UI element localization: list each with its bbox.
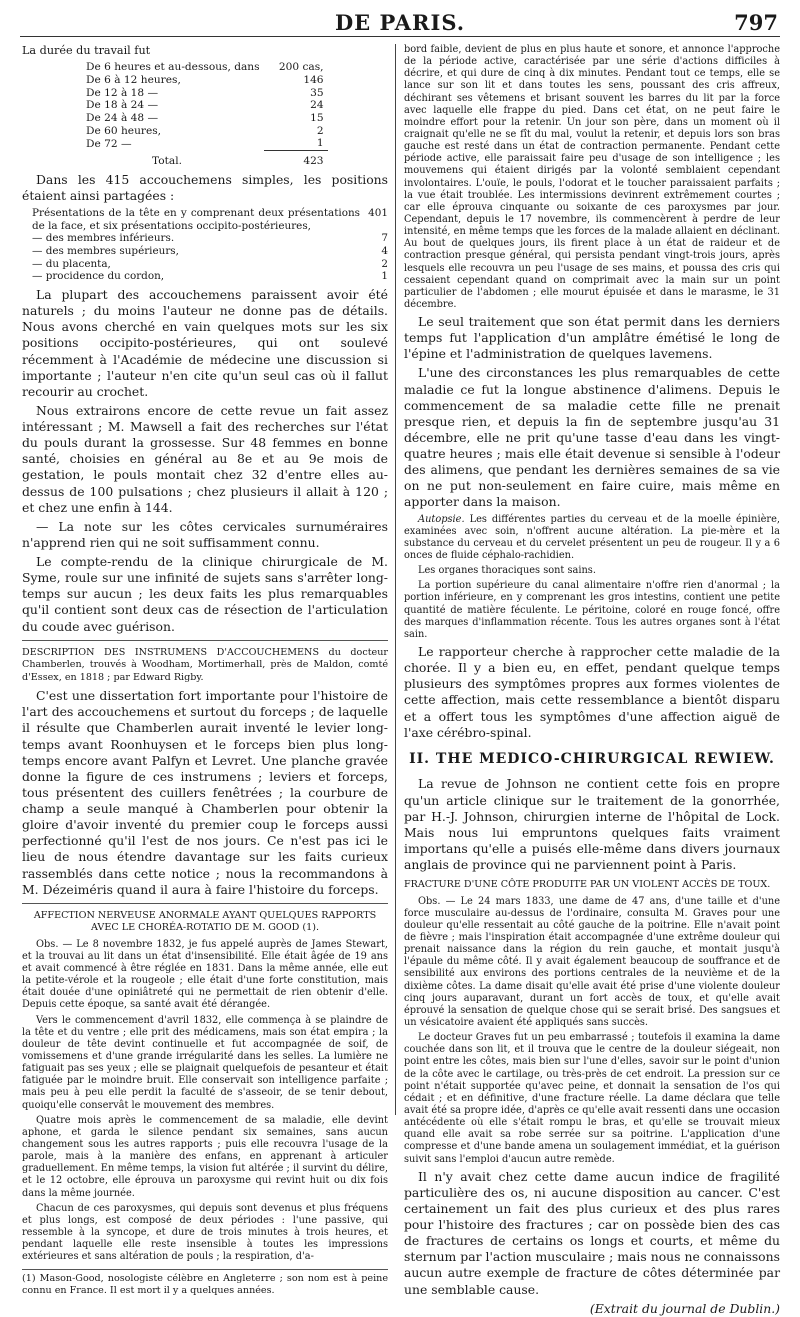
presentation-row (32, 245, 388, 258)
duration-label: De 18 à 24 — (86, 99, 159, 112)
duration-value: 35 (310, 86, 324, 99)
duration-row (82, 74, 328, 87)
running-head (20, 8, 780, 37)
presentation-value: 401 (368, 206, 388, 219)
paragraph-rapporteur: Le rapporteur cherche à rapprocher cette maladie de la chorée. Il y a bien eu, en effet, pendant quelque temps plusieurs des symptômes propres aux formes violentes de cette affection, mais cette ressemblance a bientôt disparu et a offert tous les symptômes d'une affection aiguë de l'axe cérébro-spinal. (404, 644, 780, 740)
duration-intro: La durée du travail fut (22, 44, 151, 57)
duration-label: De 72 — (86, 137, 132, 150)
source-text: (Extrait du journal de Dublin.) (589, 1300, 780, 1316)
column-divider (395, 44, 396, 1115)
autopsy-text: Les différentes parties du cerveau et de la moelle épinière, examinées avec soin, n'offrent aucune altération. La pie-mère et la substance du cerveau et du cervelet présentent un peu de rougeur. Il y a 6 onces de fluide céphalo-rachidien. (404, 513, 780, 562)
total-value: 423 (264, 151, 328, 168)
duration-label: De 12 à 18 — (86, 86, 159, 99)
paragraph-abstinence: L'une des circonstances les plus remarquables de cette maladie ce fut la longue abstinence d'alimens. Depuis le commencement de sa maladie cette fille ne prenait presque rien, et depuis la fin de septembre jusqu'au 31 décembre, elle ne prit qu'une tasse d'eau dans les vingt-quatre heures ; mais elle était devenue si sensible à l'odeur des alimens, que pendant les dernières semaines de sa vie on ne put non-seulement en faire cuire, mais même en apporter dans la maison. (404, 365, 780, 510)
duration-value: 15 (310, 111, 324, 124)
duration-value: 1 (316, 137, 324, 150)
autopsy-paragraph: Les organes thoraciques sont sains. (418, 565, 596, 577)
left-column (22, 44, 389, 1297)
duration-row (82, 99, 328, 112)
presentation-label: — des membres inférieurs. (32, 232, 175, 245)
paragraph-syme: Le compte-rendu de la clinique chirurgicale de M. Syme, roule sur une infinité de sujets sans s'arrêter long-temps sur aucun ; les deux faits les plus remarquables qu'il contient sont deux cas de résection de l'articulation du coude avec guérison. (22, 554, 388, 634)
duration-label: De 24 à 48 — (86, 111, 159, 124)
duration-value: 146 (303, 73, 324, 86)
observation-paragraph: Le docteur Graves fut un peu embarrassé ; toutefois il examina la dame couchée dans son lit, et il trouva que le centre de la douleur siégeait, non point entre les côtes, mais bien sur l'une d'elles, savoir sur le point d'union de la côte avec le cartilage, ou très-près de cet endroit. La pression sur ce point n'était supportée qu'avec peine, et donnait la sensation de l'os qui cédait ; et en définitive, d'une fracture réelle. La dame déclara que telle avait été sa propre idée, d'après ce qu'elle avait ressenti dans une occasion antécédente où elle s'était rompu le bras, et qu'elle se trouvait mieux quand elle avait sa robe serrée sur sa poitrine. L'application d'une compresse et d'une bande amena un soulagement immédiat, et la guérison suivit sans l'emploi d'aucun autre remède. (404, 1032, 780, 1165)
presentation-row (32, 270, 388, 283)
duration-value: 24 (310, 99, 324, 112)
duration-value: 200 cas, (278, 61, 324, 74)
right-column (404, 44, 780, 1316)
autopsy-label: Autopsie. (418, 513, 465, 525)
duration-total-row (82, 151, 328, 168)
autopsy-paragraph: La portion supérieure du canal alimentaire n'offre rien d'anormal ; la portion inférieure, en y comprenant les gros intestins, contient une petite quantité de matière féculente. Le péritoine, coloré en rouge foncé, offre des marques d'inflammation récente. Tous les autres organes sont à l'état sain. (404, 580, 780, 640)
presentation-label: — des membres supérieurs, (32, 245, 179, 258)
page-title: DE PARIS. (334, 10, 466, 35)
observation-continuation: bord faible, devient de plus en plus haute et sonore, et annonce l'approche de la période active, caractérisée par une série d'actions difficiles à décrire, et qui dure de cinq à dix minutes. Pendant tout ce temps, elle se lance sur son lit et dans toutes les sens, poussant des cris affreux, déchirant ses vêtemens et brisant souvent les barres du lit par la force avec laquelle elle frappe du pied. Dans cet état, on ne peut faire le moindre effort pour la retenir. Un jour son père, dans un moment où il craignait qu'elle ne se fît du mal, voulut la retenir, et depuis lors son bras gauche est resté dans un état de contraction permanente. Pendant cette période active, elle paraissait faire peu d'usage de son intelligence ; les mouvemens qui étaient dirigés par la volonté semblaient cependant involontaires. L'ouïe, le pouls, l'odorat et le toucher paraissaient parfaits ; la vue était troublée. Les intermissions devinrent extrêmement courtes ; car elle éprouva cinquante ou soixante de ces paroxysmes par jour. Cependant, depuis le 17 novembre, ils commencèrent à perdre de leur intensité, en même temps que les forces de la malade allaient en déclinant. Au bout de quelques jours, ils firent place à un état de raideur et de contraction presque général, qui persista pendant vingt-trois jours, après lesquels elle recouvra un peu l'usage de ses mains, et poussa des cris qui cessaient cependant quand on comprimait avec la main sur un point particulier de l'abdomen ; elle mourut épuisée et dans le marasme, le 31 décembre. (404, 44, 780, 310)
source-citation (404, 1301, 780, 1317)
duration-label: De 6 à 12 heures, (86, 73, 181, 86)
paragraph-johnson: La revue de Johnson ne contient cette fois en propre qu'un article clinique sur le traitement de la gonorrhée, par H.-J. Johnson, chirurgien interne de l'hôpital de Lock. Mais nous lui empruntons quelques faits vraiment importans qu'elle a puisés elle-même dans divers journaux anglais de province qui ne parviennent point à Paris. (404, 776, 780, 872)
autopsy-paragraph (404, 514, 780, 563)
presentations-list (32, 207, 388, 283)
duration-row (82, 125, 328, 138)
presentation-value: 7 (381, 232, 388, 245)
section-title-affection: AFFECTION NERVEUSE ANORMALE AYANT QUELQUES RAPPORTS AVEC LE CHORÉA-ROTATIO DE M. GOOD (1). (33, 909, 377, 934)
observation-paragraph: Chacun de ces paroxysmes, qui depuis sont devenus et plus fréquens et plus longs, est composé de deux périodes : l'une passive, qui ressemble à la syncope, et dure de trois minutes à trois heures, et pendant laquelle elle reste insensible à toutes les impressions extérieures et sans altération de pouls ; la respiration, d'a- (22, 1202, 388, 1263)
footnote: (1) Mason-Good, nosologiste célèbre en Angleterre ; son nom est à peine connu en France. Il est mort il y a quelques années. (22, 1269, 388, 1296)
presentation-row (32, 258, 388, 271)
duration-row (82, 61, 328, 74)
duration-label: De 6 heures et au-dessous, dans (86, 61, 260, 74)
section-title-fracture: FRACTURE D'UNE CÔTE PRODUITE PAR UN VIOLENT ACCÈS DE TOUX. (404, 879, 771, 891)
duration-value: 2 (316, 124, 324, 137)
paragraph-mawsell: Nous extrairons encore de cette revue un fait assez intéressant ; M. Mawsell a fait des recherches sur l'état du pouls durant la grossesse. Sur 48 femmes en bonne santé, choisies en général au 8e et au 9e mois de gestation, le pouls montait chez 32 d'entre elles au-dessus de 100 pulsations ; chez plusieurs il allait à 120 ; et chez une enfin à 144. (22, 402, 388, 515)
separator (22, 640, 388, 641)
observation-paragraph: Obs. — Le 8 novembre 1832, je fus appelé auprès de James Stewart, et la trouvai au lit dans un état d'insensibilité. Elle était âgée de 19 ans et avait commencé à être réglée en 1831. Dans la même année, elle eut la petite-vérole et la rougeole ; elle était d'une forte constitution, mais était douée d'une opiniâtreté qui ne permettait de rien obtenir d'elle. Depuis cette époque, sa santé avait été dérangée. (22, 938, 388, 1011)
presentation-row (32, 232, 388, 245)
presentation-label: — du placenta, (32, 257, 111, 270)
total-label: Total. (152, 154, 182, 167)
duration-row (82, 87, 328, 100)
presentation-label: — procidence du cordon, (32, 270, 165, 283)
paragraph-natural: La plupart des accouchemens paraissent avoir été naturels ; du moins l'auteur ne donne pas de détails. Nous avons cherché en vain quelques mots sur les six positions occipito-postérieures, qui ont soulevé récemment à l'Académie de médecine une discussion si importante ; l'auteur n'en cite qu'un seul cas où il fallut recourir au crochet. (22, 287, 388, 399)
presentation-value: 2 (381, 257, 388, 270)
paragraph-traitement: Le seul traitement que son état permit dans les derniers temps fut l'application d'un amplâtre émétisé le long de l'épine et l'administration de quelques lavemens. (404, 314, 780, 362)
page-number: 797 (734, 10, 778, 35)
paragraph-cotes: — La note sur les côtes cervicales surnuméraires n'apprend rien qui ne soit suffisamment connu. (22, 518, 388, 550)
section-title-instruments: DESCRIPTION DES INSTRUMENS D'ACCOUCHEMENS du docteur Chamberlen, trouvés à Woodham, Mortimerhall, près de Maldon, comté d'Essex, en 1818 ; par Edward Rigby. (22, 646, 388, 683)
duration-table (82, 61, 328, 168)
observation-paragraph: Quatre mois après le commencement de sa maladie, elle devint aphone, et garda le silence pendant six semaines, sans aucun changement sous les autres rapports ; puis elle recouvra l'usage de la parole, mais à la manière des enfans, en apprenant à articuler graduellement. En même temps, la vision fut altérée ; il survint du délire, et le 12 octobre, elle éprouva un paroxysme qui revint huit ou dix fois dans la même journée. (22, 1114, 389, 1199)
presentation-value: 1 (381, 270, 388, 283)
presentation-row (32, 207, 388, 232)
section-heading-review: II. THE MEDICO-CHIRURGICAL REWIEW. (409, 750, 775, 767)
presentation-value: 4 (381, 245, 388, 258)
duration-row (82, 112, 328, 125)
duration-label: De 60 heures, (86, 124, 162, 137)
paragraph-positions: Dans les 415 accouchemens simples, les positions étaient ainsi partagées : (22, 171, 388, 203)
presentation-label: Présentations de la tête en y comprenant deux présentations de la face, et six présentations occipito-postérieures, (32, 206, 360, 232)
observation-paragraph: Obs. — Le 24 mars 1833, une dame de 47 ans, d'une taille et d'une force musculaire au-dessus de l'ordinaire, consulta M. Graves pour une douleur qu'elle ressentait au côté gauche de la poitrine. Elle n'avait point de fièvre ; mais l'inspiration était accompagnée d'une extrême douleur qui prenait naissance dans la région du rein gauche, et montait jusqu'à l'épaule du même côté. Il y avait également beaucoup de souffrance et de sensibilité aux environs des portions centrales de la neuvième et de la dixième côtes. La dame disait qu'elle avait été prise d'une violente douleur cinq jours auparavant, durant un fort accès de toux, et qu'elle avait éprouvé la sensation de quelque chose qui se serait brisé. Des sangsues et un vésicatoire avaient été appliqués sans succès. (404, 895, 780, 1028)
duration-row (82, 137, 328, 150)
paragraph-dissertation: C'est une dissertation fort importante pour l'histoire de l'art des accouchemens et surtout du forceps ; de laquelle il résulte que Chamberlen aurait inventé le levier long-temps avant Roonhuysen et le forceps bien plus long-temps encore avant Palfyn et Levret. Une planche gravée donne la figure de ces instrumens ; leviers et forceps, tous présentent des cuillers fenêtrées ; la courbure de champ a seule manqué à Chamberlen pour obtenir la gloire d'avoir inventé du premier coup le forceps aussi perfectionné qu'il l'est de nos jours. Ce n'est pas ici le lieu de nous étendre davantage sur les faits curieux rassemblés dans cette notice ; nous la recommandons à M. Dézeiméris quand il aura à faire l'histoire du forceps. (22, 688, 388, 897)
paragraph-fragilite: Il n'y avait chez cette dame aucun indice de fragilité particulière des os, ni aucune disposition au cancer. C'est certainement un fait des plus curieux et des plus rares pour l'histoire des fractures ; car on possède bien des cas de fractures de certains os longs et courts, et même du sternum par l'action musculaire ; mais nous ne connaissons aucun autre exemple de fracture de côtes déterminée par une semblable cause. (404, 1168, 780, 1297)
separator (22, 903, 388, 904)
observation-paragraph: Vers le commencement d'avril 1832, elle commença à se plaindre de la tête et du ventre ; elle prit des médicamens, mais son état empira ; la douleur de tête devint continuelle et fut accompagnée de soif, de vomissemens et d'une grande irrégularité dans les selles. La lumière ne fatiguait pas ses yeux ; elle se plaignait quelquefois de pesanteur et était fatiguée par le moindre bruit. Elle conservait son intelligence parfaite ; mais peu à peu elle perdit la faculté de s'asseoir, de se tenir debout, quoiqu'elle conservât le mouvement des membres. (22, 1014, 388, 1111)
